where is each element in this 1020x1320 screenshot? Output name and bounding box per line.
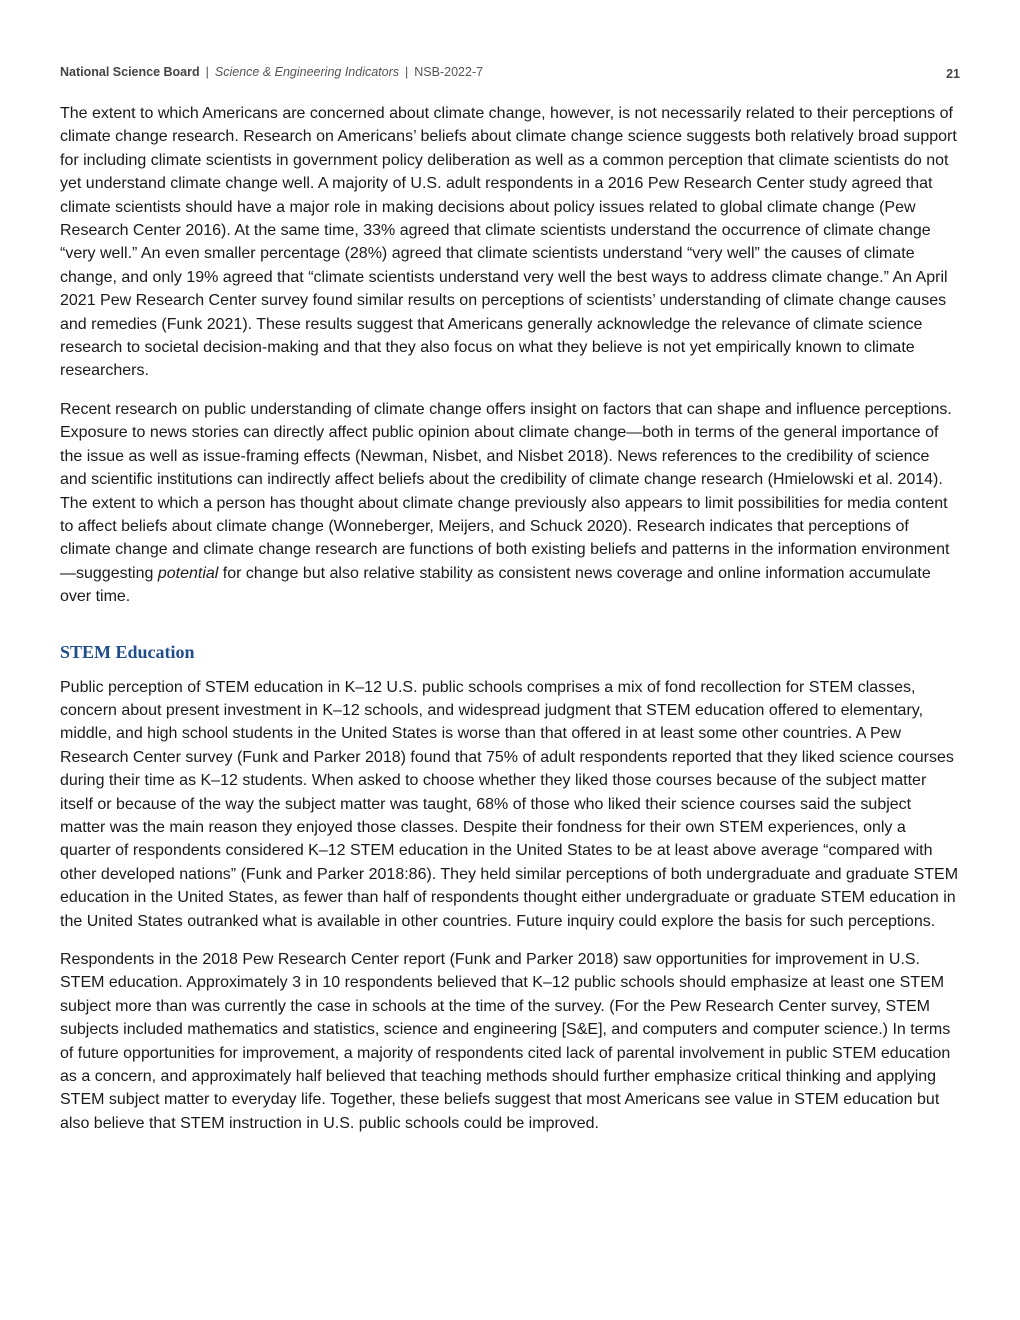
document-body — [60, 102, 960, 1150]
running-header — [60, 65, 960, 85]
body-paragraph-stem-improvement: Respondents in the 2018 Pew Research Center report (Funk and Parker 2018) saw opportunities for improvement in U.S. STEM education. Approximately 3 in 10 respondents believed that K–12 public schools should emphasize at least one STEM subject more than was currently the case in schools at the time of the survey. (For the Pew Research Center survey, STEM subjects included mathematics and statistics, science and engineering [S&E], and computers and computer science.) In terms of future opportunities for improvement, a majority of respondents cited lack of parental involvement in public STEM education as a concern, and approximately half believed that teaching methods should further emphasize critical thinking and applying STEM subject matter to everyday life. Together, these beliefs suggest that most Americans see value in STEM education but also believe that STEM instruction in U.S. public schools could be improved. — [60, 951, 951, 1132]
emphasized-text: potential — [157, 564, 219, 582]
header-separator: | — [205, 65, 209, 79]
section-heading-stem-education: STEM Education — [60, 641, 195, 662]
body-paragraph-public-understanding — [60, 398, 960, 609]
header-separator: | — [405, 65, 409, 79]
paragraph-text: Recent research on public understanding of climate change offers insight on factors that can shape and influence perceptions. Exposure to news stories can directly affect public opinion about climate change—both in terms of the general importance of the issue as well as issue-framing effects (Newman, Nisbet, and Nisbet 2018). News references to the credibility of science and scientific institutions can indirectly affect beliefs about the credibility of climate change research (Hmielowski et al. 2014). The extent to which a person has thought about climate change previously also appears to limit possibilities for media content to affect beliefs about climate change (Wonneberger, Meijers, and Schuck 2020). Research indicates that perceptions of climate change and climate change research are functions of both existing beliefs and patterns in the information environment—suggesting — [60, 400, 952, 582]
header-report-id: NSB-2022-7 — [414, 65, 484, 79]
body-paragraph-stem-perception: Public perception of STEM education in K–12 U.S. public schools comprises a mix of fond recollection for STEM classes, concern about present investment in K–12 schools, and widespread judgment that STEM education offered to elementary, middle, and high school students in the United States is worse than that offered in at least some other countries. A Pew Research Center survey (Funk and Parker 2018) found that 75% of adult respondents reported that they liked science courses during their time as K–12 students. When asked to choose whether they liked those courses because of the subject matter itself or because of the way the subject matter was taught, 68% of those who liked their science courses said the subject matter was the main reason they enjoyed those classes. Despite their fondness for their own STEM experiences, only a quarter of respondents considered K–12 STEM education in the United States to be at least above average “compared with other developed nations” (Funk and Parker 2018:86). They held similar perceptions of both undergraduate and graduate STEM education in the United States, as fewer than half of respondents thought either undergraduate or graduate STEM education in the United States outranked what is available in other countries. Future inquiry could explore the basis for such perceptions. — [60, 678, 959, 930]
page-number: 21 — [946, 67, 960, 81]
body-paragraph-climate-concern: The extent to which Americans are concerned about climate change, however, is not necessarily related to their perceptions of climate change research. Research on Americans’ beliefs about climate change science suggests both relatively broad support for including climate scientists in government policy deliberation as well as a common perception that climate scientists do not yet understand climate change well. A majority of U.S. adult respondents in a 2016 Pew Research Center study agreed that climate scientists should have a major role in making decisions about policy issues related to global climate change (Pew Research Center 2016). At the same time, 33% agreed that climate scientists understand the occurrence of climate change “very well.” An even smaller percentage (28%) agreed that climate scientists understand “very well” the causes of climate change, and only 19% agreed that “climate scientists understand very well the best ways to address climate change.” An April 2021 Pew Research Center survey found similar results on perceptions of scientists’ understanding of climate change causes and remedies (Funk 2021). These results suggest that Americans generally acknowledge the relevance of climate science research to societal decision-making and that they also focus on what they believe is not yet empirically known to climate researchers. — [60, 105, 957, 380]
paragraph-text: for change but also relative stability as consistent news coverage and online information accumulate over time. — [60, 564, 931, 606]
header-organization: National Science Board — [60, 65, 200, 79]
header-publication: Science & Engineering Indicators — [214, 65, 400, 79]
